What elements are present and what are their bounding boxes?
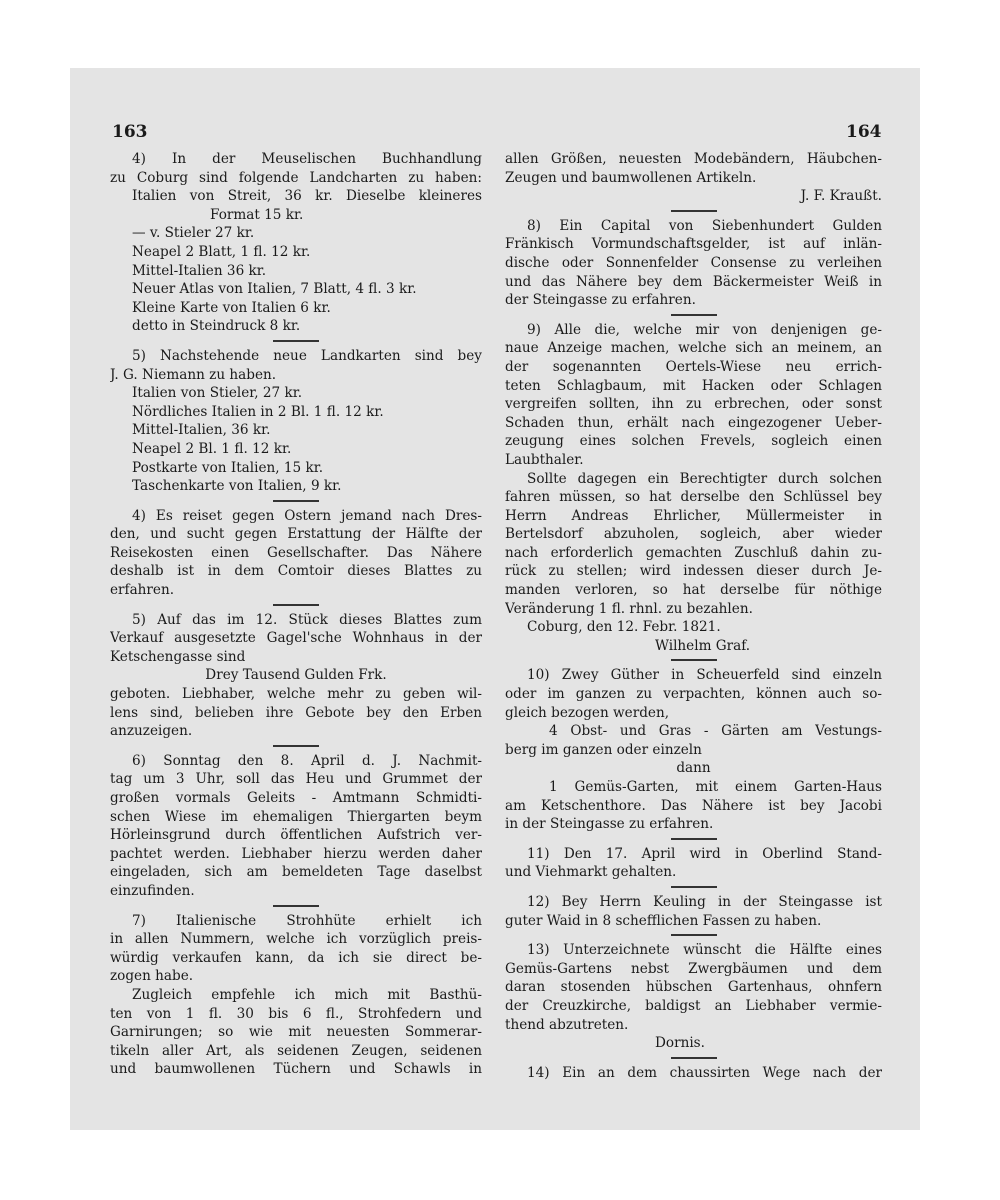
- text-line: — v. Stieler 27 kr.: [132, 225, 255, 242]
- text-line: J. F. Kraußt.: [800, 188, 882, 205]
- text-line: berg im ganzen oder einzeln: [505, 741, 702, 758]
- text-line: 5) Nachstehende neue Landkarten sind bey: [132, 347, 482, 364]
- section-divider: [273, 745, 319, 747]
- text-line: naue Anzeige machen, welche sich an meinem, an: [505, 340, 882, 357]
- text-line: lens sind, belieben ihre Gebote bey den Erben: [110, 704, 482, 721]
- text-line: geboten. Liebhaber, welche mehr zu geben wil-: [110, 686, 482, 703]
- text-line: und Viehmarkt gehalten.: [505, 864, 677, 881]
- text-line: 4) Es reiset gegen Ostern jemand nach Dres-: [132, 507, 482, 524]
- text-line: Nördliches Italien in 2 Bl. 1 fl. 12 kr.: [132, 403, 384, 420]
- text-line: in allen Nummern, welche ich vorzüglich preis-: [110, 931, 482, 948]
- text-line: Herrn Andreas Ehrlicher, Müllermeister in: [505, 507, 882, 524]
- text-line: pachtet werden. Liebhaber hierzu werden daher: [110, 845, 482, 862]
- text-line: deshalb ist in dem Comtoir dieses Blattes zu: [110, 563, 482, 580]
- text-line: Garnirungen; so wie mit neuesten Sommerar-: [110, 1024, 482, 1041]
- notice-block: [505, 893, 882, 930]
- text-line: teten Schlagbaum, mit Hacken oder Schlagen: [505, 377, 882, 394]
- text-line: und das Nähere bey dem Bäckermeister Weiß in: [505, 273, 882, 290]
- text-line: Mittel-Italien 36 kr.: [132, 262, 267, 279]
- section-divider: [273, 500, 319, 502]
- text-line: dische oder Sonnenfelder Consense zu verleihen: [505, 254, 882, 271]
- text-line: Hörleinsgrund durch öffentlichen Aufstrich ver-: [110, 827, 482, 844]
- text-line: zeugung eines solchen Frevels, sogleich einen: [505, 433, 882, 450]
- text-line: nach erforderlich gemachten Zuschluß dahin zu-: [505, 544, 882, 561]
- text-line: Wilhelm Graf.: [655, 637, 751, 654]
- text-line: der sogenannten Oertels-Wiese neu errich-: [505, 358, 882, 375]
- text-line: schen Wiese im ehemaligen Thiergarten beym: [110, 808, 482, 825]
- section-divider: [273, 905, 319, 907]
- notice-block: [505, 150, 882, 206]
- text-line: J. G. Niemann zu haben.: [110, 366, 277, 383]
- text-line: Italien von Streit, 36 kr. Dieselbe kleineres: [132, 188, 482, 205]
- section-divider: [671, 1057, 717, 1059]
- section-divider: [671, 314, 717, 316]
- text-line: Veränderung 1 fl. rhnl. zu bezahlen.: [505, 600, 753, 617]
- text-line: tikeln aller Art, als seidenen Zeugen, seidenen: [110, 1042, 482, 1059]
- text-line: 10) Zwey Güther in Scheuerfeld sind einzeln: [527, 667, 882, 684]
- text-line: 4) In der Meuselischen Buchhandlung: [132, 151, 482, 167]
- text-line: anzuzeigen.: [110, 723, 193, 740]
- text-line: Laubthaler.: [505, 451, 584, 468]
- text-line: zogen habe.: [110, 968, 194, 985]
- text-line: 11) Den 17. April wird in Oberlind Stand-: [527, 845, 882, 862]
- text-line: Coburg, den 12. Febr. 1821.: [527, 619, 721, 636]
- text-line: Fränkisch Vormundschaftsgelder, ist auf inlän-: [505, 236, 882, 253]
- text-line: einzufinden.: [110, 882, 195, 899]
- right-column: [505, 150, 882, 1082]
- text-line: Kleine Karte von Italien 6 kr.: [132, 299, 331, 316]
- text-line: zu Coburg sind folgende Landcharten zu haben:: [110, 169, 482, 186]
- text-line: Dornis.: [655, 1035, 705, 1052]
- text-line: Taschenkarte von Italien, 9 kr.: [132, 478, 342, 495]
- text-line: daran stosenden hübschen Gartenhaus, ohnfern: [505, 979, 882, 996]
- page-number-left: 163: [112, 122, 148, 142]
- page-number-right: 164: [846, 122, 882, 142]
- text-line: erfahren.: [110, 582, 175, 599]
- text-line: in der Steingasse zu erfahren.: [505, 816, 714, 833]
- text-line: 9) Alle die, welche mir von denjenigen ge-: [527, 321, 882, 338]
- section-divider: [273, 604, 319, 606]
- text-line: oder im ganzen zu verpachten, können auch so-: [505, 686, 882, 703]
- text-line: Ketschengasse sind: [110, 648, 246, 665]
- text-line: 13) Unterzeichnete wünscht die Hälfte eines: [527, 942, 882, 959]
- text-line: Neuer Atlas von Italien, 7 Blatt, 4 fl. 3 kr.: [132, 281, 417, 298]
- text-line: den, und sucht gegen Erstattung der Hälfte der: [110, 526, 482, 543]
- text-line: Schaden thun, erhält nach eingezogener Ueber-: [505, 414, 882, 431]
- text-line: Reisekosten einen Gesellschafter. Das Nähere: [110, 544, 482, 561]
- text-line: der Steingasse zu erfahren.: [505, 292, 696, 309]
- left-column: [110, 150, 482, 1079]
- notice-block: [110, 507, 482, 600]
- text-line: 5) Auf das im 12. Stück dieses Blattes zum: [132, 611, 482, 628]
- notice-block: [110, 611, 482, 741]
- notice-block: [505, 321, 882, 656]
- text-line: würdig verkaufen kann, da ich sie direct be-: [110, 949, 482, 966]
- text-line: Drey Tausend Gulden Frk.: [205, 667, 387, 684]
- text-line: 7) Italienische Strohhüte erhielt ich: [132, 912, 482, 929]
- text-line: fahren müssen, so hat derselbe den Schlüssel bey: [505, 489, 882, 506]
- section-divider: [671, 838, 717, 840]
- notice-block: [505, 217, 882, 310]
- text-line: 12) Bey Herrn Keuling in der Steingasse ist: [527, 893, 882, 910]
- text-line: manden verloren, so hat derselbe für nöthige: [505, 582, 882, 599]
- text-line: eingeladen, sich am bemeldeten Tage daselbst: [110, 864, 482, 881]
- text-line: rück zu stellen; wird indessen dieser durch Je-: [505, 563, 882, 580]
- text-line: Verkauf ausgesetzte Gagel'sche Wohnhaus in der: [110, 630, 482, 647]
- text-line: allen Größen, neuesten Modebändern, Häubchen-: [505, 151, 882, 167]
- text-line: 1 Gemüs-Garten, mit einem Garten-Haus: [549, 779, 882, 795]
- text-line: Sollte dagegen ein Berechtigter durch solchen: [527, 470, 882, 487]
- text-line: vergreifen sollten, ihn zu erbrechen, oder sonst: [505, 396, 882, 413]
- text-line: am Ketschenthore. Das Nähere ist bey Jacobi: [505, 797, 882, 814]
- text-line: 4 Obst- und Gras - Gärten am Vestungs-: [549, 723, 882, 740]
- notice-block: [505, 666, 882, 833]
- text-line: 8) Ein Capital von Siebenhundert Gulden: [527, 217, 882, 234]
- text-line: thend abzutreten.: [505, 1016, 629, 1033]
- text-line: Zeugen und baumwollenen Artikeln.: [505, 169, 757, 186]
- text-line: tag um 3 Uhr, soll das Heu und Grummet der: [110, 771, 482, 788]
- text-line: 6) Sonntag den 8. April d. J. Nachmit-: [132, 752, 482, 769]
- section-divider: [671, 934, 717, 936]
- text-line: Zugleich empfehle ich mich mit Basthü-: [132, 986, 482, 1003]
- text-line: Format 15 kr.: [210, 206, 304, 223]
- text-line: Neapel 2 Blatt, 1 fl. 12 kr.: [132, 243, 311, 260]
- text-line: gleich bezogen werden,: [505, 704, 670, 721]
- text-line: Italien von Stieler, 27 kr.: [132, 385, 303, 402]
- text-line: detto in Steindruck 8 kr.: [132, 318, 301, 335]
- text-line: und baumwollenen Tüchern und Schawls in: [110, 1061, 482, 1078]
- notice-block: [110, 912, 482, 1079]
- text-line: Bertelsdorf abzuholen, sogleich, aber wieder: [505, 526, 882, 543]
- text-line: der Creuzkirche, baldigst an Liebhaber vermie-: [505, 997, 882, 1014]
- text-line: Neapel 2 Bl. 1 fl. 12 kr.: [132, 440, 292, 457]
- section-divider: [671, 659, 717, 661]
- notice-block: [110, 347, 482, 496]
- notice-block: [110, 150, 482, 336]
- notice-block: [110, 752, 482, 901]
- notice-block: [505, 845, 882, 882]
- text-line: dann: [676, 760, 711, 777]
- text-line: Postkarte von Italien, 15 kr.: [132, 459, 324, 476]
- notice-block: [505, 1064, 882, 1083]
- text-line: Mittel-Italien, 36 kr.: [132, 422, 271, 439]
- text-line: großen vormals Geleits - Amtmann Schmidti-: [110, 790, 482, 806]
- section-divider: [671, 886, 717, 888]
- text-line: ten von 1 fl. 30 bis 6 fl., Strohfedern und: [110, 1005, 482, 1022]
- text-line: Gemüs-Gartens nebst Zwergbäumen und dem: [505, 960, 882, 977]
- section-divider: [273, 340, 319, 342]
- text-line: 14) Ein an dem chaussirten Wege nach der: [527, 1064, 882, 1081]
- notice-block: [505, 941, 882, 1053]
- text-line: guter Waid in 8 schefflichen Fassen zu haben.: [505, 912, 822, 929]
- section-divider: [671, 210, 717, 212]
